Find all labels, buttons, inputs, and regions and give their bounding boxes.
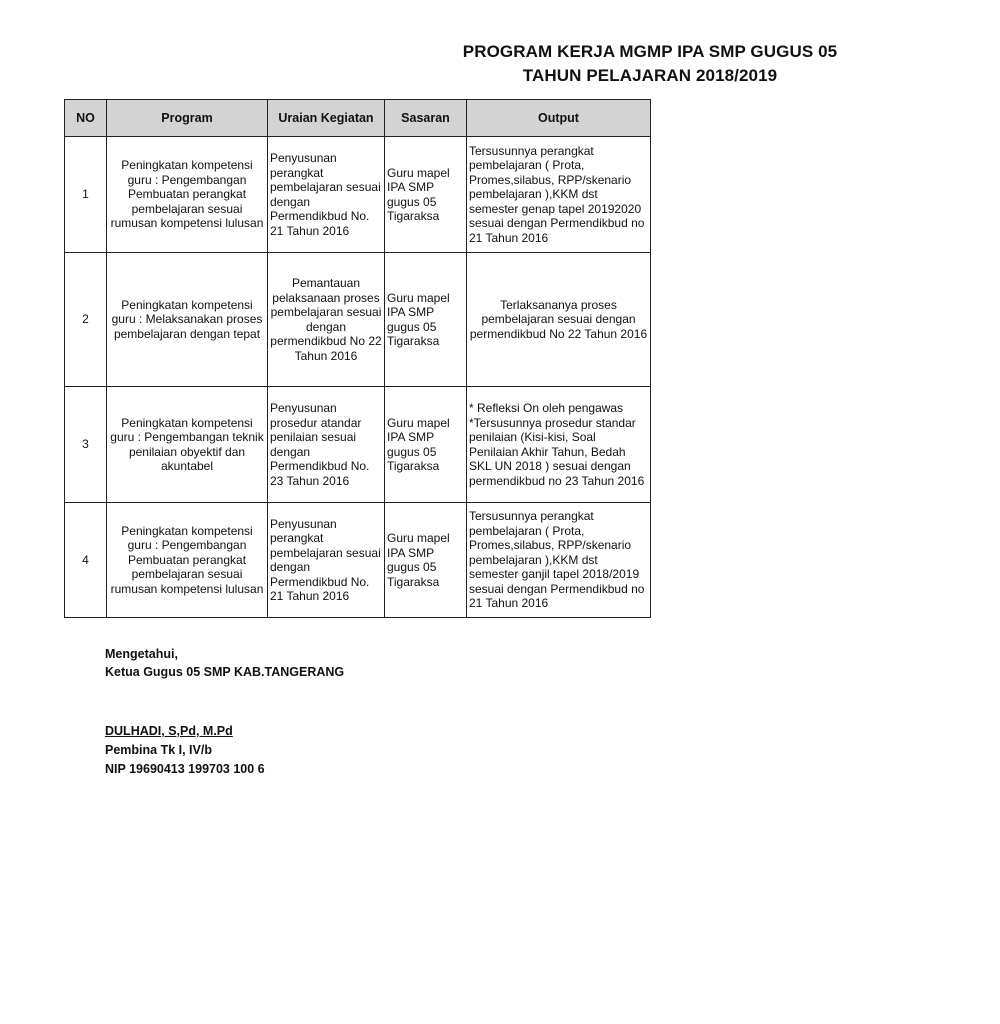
title-line-1: PROGRAM KERJA MGMP IPA SMP GUGUS 05 xyxy=(462,42,838,61)
signatory-rank: Pembina Tk I, IV/b xyxy=(105,743,212,757)
page-title xyxy=(300,40,1000,88)
title-line-2: TAHUN PELAJARAN 2018/2019 xyxy=(522,66,778,85)
cell-no: 4 xyxy=(65,503,107,618)
cell-output: Terlaksananya proses pembelajaran sesuai dengan permendikbud No 22 Tahun 2016 xyxy=(467,253,651,387)
cell-output: Tersusunnya perangkat pembelajaran ( Prota, Promes,silabus, RPP/skenario pembelajaran ),KKM dst semester genap tapel 20192020 sesuai dengan Permendikbud no 21 Tahun 2016 xyxy=(467,137,651,253)
signatory-nip: NIP 19690413 199703 100 6 xyxy=(105,762,265,776)
cell-sasaran: Guru mapel IPA SMP gugus 05 Tigaraksa xyxy=(385,503,467,618)
table-header-row xyxy=(65,100,651,137)
header-uraian: Uraian Kegiatan xyxy=(268,100,385,137)
header-no: NO xyxy=(65,100,107,137)
cell-no: 1 xyxy=(65,137,107,253)
cell-output: Tersusunnya perangkat pembelajaran ( Prota, Promes,silabus, RPP/skenario pembelajaran ),KKM dst semester ganjil tapel 2018/2019 sesuai dengan Permendikbud no 21 Tahun 2016 xyxy=(467,503,651,618)
title-area xyxy=(0,0,838,100)
header-output: Output xyxy=(467,100,651,137)
cell-program: Peningkatan kompetensi guru : Pengembangan Pembuatan perangkat pembelajaran sesuai rumusan kompetensi lulusan xyxy=(107,137,268,253)
table-row xyxy=(65,253,651,387)
cell-no: 2 xyxy=(65,253,107,387)
cell-program: Peningkatan kompetensi guru : Pengembangan Pembuatan perangkat pembelajaran sesuai rumusan kompetensi lulusan xyxy=(107,503,268,618)
cell-uraian: Penyusunan perangkat pembelajaran sesuai dengan Permendikbud No. 21 Tahun 2016 xyxy=(268,137,385,253)
cell-program: Peningkatan kompetensi guru : Pengembangan teknik penilaian obyektif dan akuntabel xyxy=(107,387,268,503)
cell-sasaran: Guru mapel IPA SMP gugus 05 Tigaraksa xyxy=(385,253,467,387)
cell-uraian: Penyusunan perangkat pembelajaran sesuai dengan Permendikbud No. 21 Tahun 2016 xyxy=(268,503,385,618)
cell-uraian: Penyusunan prosedur atandar penilaian sesuai dengan Permendikbud No. 23 Tahun 2016 xyxy=(268,387,385,503)
signatory-name: DULHADI, S,Pd, M.Pd xyxy=(105,724,233,738)
cell-program: Peningkatan kompetensi guru : Melaksanakan proses pembelajaran dengan tepat xyxy=(107,253,268,387)
footer-ketua: Ketua Gugus 05 SMP KAB.TANGERANG xyxy=(105,665,345,679)
cell-output: * Refleksi On oleh pengawas *Tersusunnya prosedur standar penilaian (Kisi-kisi, Soal Penilaian Akhir Tahun, Bedah SKL UN 2018 ) sesuai dengan permendikbud no 23 Tahun 2016 xyxy=(467,387,651,503)
footer-mengetahui: Mengetahui, xyxy=(105,647,178,661)
cell-uraian: Pemantauan pelaksanaan proses pembelajaran sesuai dengan permendikbud No 22 Tahun 2016 xyxy=(268,253,385,387)
table-row xyxy=(65,387,651,503)
cell-sasaran: Guru mapel IPA SMP gugus 05 Tigaraksa xyxy=(385,137,467,253)
table-row xyxy=(65,503,651,618)
cell-no: 3 xyxy=(65,387,107,503)
header-sasaran: Sasaran xyxy=(385,100,467,137)
header-program: Program xyxy=(107,100,268,137)
cell-sasaran: Guru mapel IPA SMP gugus 05 Tigaraksa xyxy=(385,387,467,503)
table-row xyxy=(65,137,651,253)
program-table xyxy=(64,99,651,618)
